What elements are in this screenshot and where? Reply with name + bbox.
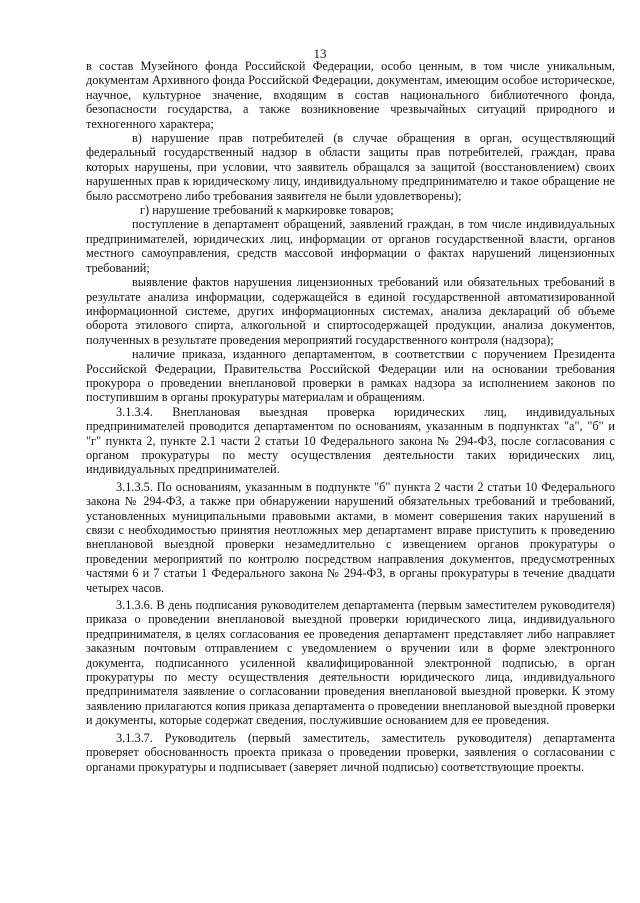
paragraph: г) нарушение требований к маркировке товаров; <box>140 203 394 218</box>
paragraph: выявление фактов нарушения лицензионных требований или обязательных требований в результате анализа информации, содержащейся в единой государственной автоматизированной информационной системе, других информационных системах, анализа деклараций об объеме оборота этилового спирта, алкогольной и спиртосодержащей продукции, анализа документов, полученных в результате проведения мероприятий государственного контроля (надзора); <box>86 275 615 347</box>
paragraph: 3.1.3.4. Внеплановая выездная проверка юридических лиц, индивидуальных предпринимателей проводится департаментом по основаниям, указанным в подпунктах "а", "б" и "г" пункта 2, пункте 2.1 части 2 статьи 10 Федерального закона № 294-ФЗ, после согласования с органом прокуратуры по месту осуществления деятельности таких юридических лиц, индивидуальных предпринимателей. <box>86 404 615 477</box>
paragraph: в) нарушение прав потребителей (в случае обращения в орган, осуществляющий федеральный государственный надзор в области защиты прав потребителей, граждан, права которых нарушены, при условии, что заявитель обращался за защитой (восстановлением) своих нарушенных прав к юридическому лицу, индивидуальному предпринимателю и такое обращение не было рассмотрено либо требования заявителя не были удовлетворены); <box>86 131 615 203</box>
document-body <box>86 59 615 774</box>
page-number: 13 <box>313 46 327 61</box>
paragraph: 3.1.3.6. В день подписания руководителем департамента (первым заместителем руководителя) приказа о проведении внеплановой выездной проверки юридического лица, индивидуального предпринимателя, в целях согласования ее проведения департамент представляет либо направляет заказным почтовым отправлением с уведомлением о вручении или в форме электронного документа, подписанного усиленной квалифицированной электронной подписью, в орган прокуратуры по месту осуществления деятельности юридического лица, индивидуального предпринимателя заявление о согласовании проведения внеплановой выездной проверки. К этому заявлению прилагаются копия приказа департамента о проведении внеплановой выездной проверки и документы, которые содержат сведения, послужившие основанием для ее проведения. <box>86 598 615 728</box>
paragraph: 3.1.3.7. Руководитель (первый заместитель, заместитель руководителя) департамента проверяет обоснованность проекта приказа о проведении проверки, заявления о согласовании с органами прокуратуры и подписывает (заверяет личной подписью) соответствующие проекты. <box>86 730 615 774</box>
paragraph: поступление в департамент обращений, заявлений граждан, в том числе индивидуальных предпринимателей, юридических лиц, информации от органов государственной власти, органов местного самоуправления, средств массовой информации о фактах нарушений лицензионных требований; <box>86 217 615 275</box>
paragraph: 3.1.3.5. По основаниям, указанным в подпункте "б" пункта 2 части 2 статьи 10 Федерального закона № 294-ФЗ, а также при обнаружении нарушений обязательных требований и требований, установленных муниципальными правовыми актами, в момент совершения таких нарушений в связи с необходимостью принятия неотложных мер департамент вправе приступить к проведению внеплановой выездной проверки незамедлительно с извещением органов прокуратуры о проведении мероприятий по контролю посредством направления документов, предусмотренных частями 6 и 7 статьи 1 Федерального закона № 294-ФЗ, в органы прокуратуры в течение двадцати четырех часов. <box>86 479 615 595</box>
paragraph: в состав Музейного фонда Российской Федерации, особо ценным, в том числе уникальным, документам Архивного фонда Российской Федерации, документам, имеющим особое историческое, научное, культурное значение, входящим в состав национального библиотечного фонда, безопасности государства, а также возникновение чрезвычайных ситуаций природного и техногенного характера; <box>86 59 615 131</box>
paragraph: наличие приказа, изданного департаментом, в соответствии с поручением Президента Российской Федерации, Правительства Российской Федерации или на основании требования прокурора о проведении внеплановой проверки в рамках надзора за исполнением законов по поступившим в органы прокуратуры материалам и обращениям. <box>86 347 615 405</box>
